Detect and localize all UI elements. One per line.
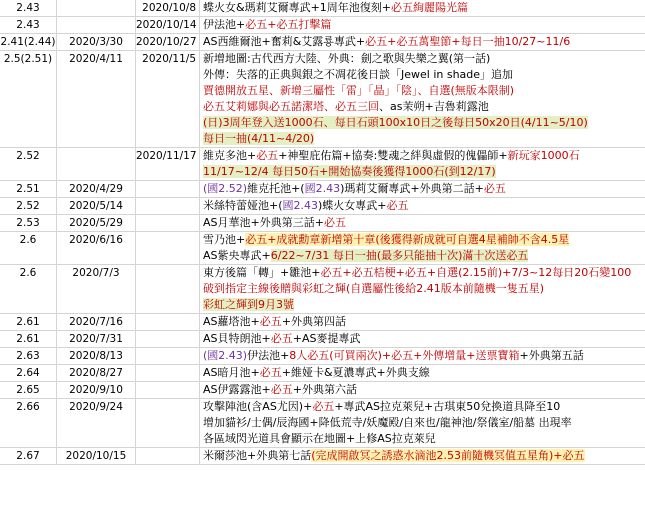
date-jp-cell[interactable] bbox=[57, 17, 136, 33]
content-line bbox=[200, 198, 645, 214]
table-row[interactable] bbox=[0, 314, 645, 331]
content-cell[interactable] bbox=[200, 148, 645, 180]
version-cell-value: 2.66 bbox=[16, 401, 40, 413]
version-cell-value: 2.6 bbox=[19, 234, 37, 246]
content-segment: 8人必五(可買兩次)+必五+外傳增量+送票寶箱 bbox=[289, 349, 520, 362]
content-line bbox=[200, 99, 645, 115]
date-jp-cell[interactable] bbox=[57, 215, 136, 231]
date-jp-cell[interactable] bbox=[57, 314, 136, 330]
content-line bbox=[200, 148, 645, 164]
date-jp-cell[interactable] bbox=[57, 448, 136, 464]
date-jp-cell-value: 2020/4/29 bbox=[69, 183, 123, 195]
table-row[interactable] bbox=[0, 17, 645, 34]
content-segment: 11/17~12/4 每日50石+開始協奏後獲得1000石(到12/17) bbox=[203, 165, 496, 178]
content-segment: 雪乃池+ bbox=[203, 233, 246, 246]
content-segment: (國2.52) bbox=[203, 182, 248, 195]
content-cell[interactable] bbox=[200, 314, 645, 330]
date-jp-cell-value: 2020/3/30 bbox=[69, 36, 123, 48]
version-cell[interactable] bbox=[0, 365, 57, 381]
content-segment: 必五 bbox=[312, 400, 335, 413]
content-line bbox=[200, 181, 645, 197]
content-line bbox=[200, 348, 645, 364]
date-tw-cell[interactable] bbox=[136, 198, 200, 214]
version-cell-value: 2.65 bbox=[16, 384, 40, 396]
content-line bbox=[200, 215, 645, 231]
date-jp-cell-value: 2020/9/24 bbox=[69, 401, 123, 413]
date-tw-cell[interactable] bbox=[136, 34, 200, 50]
table-row[interactable] bbox=[0, 331, 645, 348]
content-cell[interactable] bbox=[200, 0, 645, 16]
content-cell[interactable] bbox=[200, 181, 645, 197]
date-tw-cell-value: 2020/10/27 bbox=[136, 36, 197, 48]
date-jp-cell[interactable] bbox=[57, 399, 136, 447]
table-row[interactable] bbox=[0, 34, 645, 51]
content-segment: +外典第四話 bbox=[281, 315, 346, 328]
content-segment: 東方後篇「轉」+雛池+ bbox=[203, 266, 321, 279]
content-segment: 必五 bbox=[483, 182, 506, 195]
content-line bbox=[200, 281, 645, 297]
date-jp-cell[interactable] bbox=[57, 331, 136, 347]
date-jp-cell[interactable] bbox=[57, 148, 136, 180]
content-segment: +外典第六話 bbox=[292, 383, 357, 396]
version-cell[interactable] bbox=[0, 331, 57, 347]
content-segment: 維克托池+( bbox=[247, 182, 305, 195]
content-segment: 維克多池+ bbox=[203, 149, 257, 162]
content-segment: +專武AS拉克萊兒+古琪東50兌換道具降至10 bbox=[334, 400, 561, 413]
table-row[interactable] bbox=[0, 348, 645, 365]
content-segment: AS蘿塔池+ bbox=[203, 315, 260, 328]
date-jp-cell[interactable] bbox=[57, 198, 136, 214]
content-line bbox=[200, 131, 645, 147]
table-row[interactable] bbox=[0, 448, 645, 465]
version-cell[interactable] bbox=[0, 399, 57, 447]
content-line bbox=[200, 431, 645, 447]
date-tw-cell-value: 2020/10/14 bbox=[136, 19, 197, 31]
date-jp-cell[interactable] bbox=[57, 382, 136, 398]
date-jp-cell-value: 2020/7/16 bbox=[69, 316, 123, 328]
date-tw-cell[interactable] bbox=[136, 265, 200, 313]
table-row[interactable] bbox=[0, 265, 645, 314]
table-row[interactable] bbox=[0, 0, 645, 17]
content-line bbox=[200, 17, 645, 33]
content-segment: 6/22~7/31 每日一抽(最多只能抽十次)滿十次送必五 bbox=[270, 249, 529, 262]
version-cell[interactable] bbox=[0, 0, 57, 16]
date-jp-cell-value: 2020/8/13 bbox=[69, 350, 123, 362]
date-jp-cell-value: 2020/4/11 bbox=[69, 53, 123, 65]
content-segment: 新增地圖:古代西方大陸、外典：劍之歌與失樂之翼(第一話) bbox=[203, 52, 491, 65]
content-cell[interactable] bbox=[200, 265, 645, 313]
content-line bbox=[200, 232, 645, 248]
content-segment: AS西維爾池+奮莉&艾露룡專武+ bbox=[203, 35, 366, 48]
table-row[interactable] bbox=[0, 181, 645, 198]
date-tw-cell[interactable] bbox=[136, 399, 200, 447]
version-cell[interactable] bbox=[0, 382, 57, 398]
content-segment: 必五 bbox=[386, 199, 409, 212]
content-segment: 必五+成就勳章新增第十章(後獲得新成就可自選4星補帥不含4.5星 bbox=[245, 233, 570, 246]
date-jp-cell-value: 2020/6/16 bbox=[69, 234, 123, 246]
date-jp-cell-value: 2020/10/15 bbox=[65, 450, 127, 462]
content-segment: AS紫央專武+ bbox=[203, 249, 271, 262]
version-cell-value: 2.52 bbox=[16, 200, 40, 212]
content-segment: 必五+必五桔梗+必五+自選(2.15前)+7/3~12每日20石變100 bbox=[320, 266, 632, 279]
content-cell[interactable] bbox=[200, 198, 645, 214]
content-segment: 必五 bbox=[323, 216, 346, 229]
version-cell-value: 2.61 bbox=[16, 333, 40, 345]
version-cell-value: 2.63 bbox=[16, 350, 40, 362]
content-segment: AS伊露露池+ bbox=[203, 383, 271, 396]
content-cell[interactable] bbox=[200, 331, 645, 347]
date-jp-cell[interactable] bbox=[57, 0, 136, 16]
content-line bbox=[200, 314, 645, 330]
version-cell-value: 2.51 bbox=[16, 183, 40, 195]
date-jp-cell[interactable] bbox=[57, 34, 136, 50]
content-segment: 新玩家1000石 bbox=[507, 149, 580, 162]
date-tw-cell[interactable] bbox=[136, 448, 200, 464]
content-line bbox=[200, 248, 645, 264]
content-segment: 蝶火女&瑪莉艾爾專武+1周年池復刻+ bbox=[203, 1, 392, 14]
table-row[interactable] bbox=[0, 215, 645, 232]
version-cell[interactable] bbox=[0, 448, 57, 464]
date-tw-cell[interactable] bbox=[136, 314, 200, 330]
content-segment: 增加貓衫/士偶/辰海國+降低荒寺/妖魔殿/自來也/龍神池/祭儀室/船墓 出現率 bbox=[203, 416, 572, 429]
content-line bbox=[200, 365, 645, 381]
content-segment: )瑪莉艾爾專武+外典第二話+ bbox=[340, 182, 484, 195]
table-row[interactable] bbox=[0, 382, 645, 399]
content-segment: 伊法池+ bbox=[247, 349, 290, 362]
version-cell[interactable] bbox=[0, 232, 57, 264]
date-jp-cell[interactable] bbox=[57, 51, 136, 147]
date-tw-cell[interactable] bbox=[136, 17, 200, 33]
content-line bbox=[200, 415, 645, 431]
content-cell[interactable] bbox=[200, 232, 645, 264]
version-cell-value: 2.6 bbox=[19, 267, 37, 279]
content-line bbox=[200, 297, 645, 313]
date-jp-cell-value: 2020/9/10 bbox=[69, 384, 123, 396]
content-segment: 必五 bbox=[256, 149, 279, 162]
table-row[interactable] bbox=[0, 198, 645, 215]
date-tw-cell-value: 2020/10/8 bbox=[142, 2, 196, 14]
content-segment: 每日一抽(4/11~4/20) bbox=[203, 132, 315, 145]
date-jp-cell[interactable] bbox=[57, 365, 136, 381]
date-tw-cell-value: 2020/11/17 bbox=[136, 150, 197, 162]
version-cell[interactable] bbox=[0, 51, 57, 147]
version-cell-value: 2.61 bbox=[16, 316, 40, 328]
content-segment: 伊法池+ bbox=[203, 18, 246, 31]
content-segment: +外典第五話 bbox=[519, 349, 584, 362]
date-tw-cell[interactable] bbox=[136, 51, 200, 147]
date-tw-cell[interactable] bbox=[136, 181, 200, 197]
table-row[interactable] bbox=[0, 148, 645, 181]
content-segment: 必五+必五打擊篇 bbox=[245, 18, 332, 31]
content-line bbox=[200, 0, 645, 16]
date-tw-cell[interactable] bbox=[136, 215, 200, 231]
version-cell[interactable] bbox=[0, 348, 57, 364]
content-cell[interactable] bbox=[200, 365, 645, 381]
content-cell[interactable] bbox=[200, 51, 645, 147]
content-line bbox=[200, 331, 645, 347]
content-segment: (日)3周年登入送1000石、每日石頭100x10日之後每日50x20日(4/11~5/10) bbox=[203, 116, 588, 129]
content-cell[interactable] bbox=[200, 34, 645, 50]
content-segment: 彩虹之輝到9月3號 bbox=[203, 298, 294, 311]
content-segment: 外傳：失落的正典與銀之不凋花後日談「Jewel in shade」追加 bbox=[203, 68, 514, 81]
table-row[interactable] bbox=[0, 399, 645, 448]
date-jp-cell[interactable] bbox=[57, 232, 136, 264]
content-segment: 、as茉朔+吉魯莉露池 bbox=[379, 100, 489, 113]
content-segment: +神聖庇佑篇+協奏:雙魂之絆與虛假的傀儡師+ bbox=[278, 149, 508, 162]
content-segment: 破到指定主線後贈與彩虹之輝(自選屬性後給2.41版本前隨機一隻五星) bbox=[203, 282, 545, 295]
version-cell[interactable] bbox=[0, 314, 57, 330]
date-tw-cell[interactable] bbox=[136, 348, 200, 364]
content-segment: 米爾莎池+外典第七話 bbox=[203, 449, 312, 462]
table-row[interactable] bbox=[0, 365, 645, 382]
version-cell-value: 2.53 bbox=[16, 217, 40, 229]
date-tw-cell-value: 2020/11/5 bbox=[142, 53, 196, 65]
content-segment: 米絲特蕾娅池+( bbox=[203, 199, 283, 212]
version-cell-value: 2.43 bbox=[16, 19, 40, 31]
content-segment: 必五+必五萬聖節+每日一抽10/27~11/6 bbox=[365, 35, 571, 48]
date-tw-cell[interactable] bbox=[136, 232, 200, 264]
version-cell[interactable] bbox=[0, 17, 57, 33]
content-line bbox=[200, 83, 645, 99]
content-segment: )蝶火女專武+ bbox=[318, 199, 387, 212]
content-cell[interactable] bbox=[200, 448, 645, 464]
content-segment: 必五 bbox=[270, 383, 293, 396]
content-line bbox=[200, 67, 645, 83]
date-jp-cell-value: 2020/5/14 bbox=[69, 200, 123, 212]
content-segment: 必五 bbox=[270, 332, 293, 345]
content-segment: AS暗月池+ bbox=[203, 366, 260, 379]
date-jp-cell[interactable] bbox=[57, 348, 136, 364]
content-segment: 國2.43 bbox=[282, 199, 319, 212]
date-jp-cell-value: 2020/8/27 bbox=[69, 367, 123, 379]
content-segment: 必五絢麗陽光篇 bbox=[391, 1, 469, 14]
version-cell[interactable] bbox=[0, 34, 57, 50]
content-line bbox=[200, 164, 645, 180]
date-jp-cell-value: 2020/7/3 bbox=[72, 267, 120, 279]
content-line bbox=[200, 34, 645, 50]
date-jp-cell-value: 2020/5/29 bbox=[69, 217, 123, 229]
version-cell[interactable] bbox=[0, 215, 57, 231]
content-cell[interactable] bbox=[200, 215, 645, 231]
content-segment: 國2.43 bbox=[304, 182, 341, 195]
date-tw-cell[interactable] bbox=[136, 148, 200, 180]
date-jp-cell[interactable] bbox=[57, 265, 136, 313]
content-segment: 必五 bbox=[259, 315, 282, 328]
content-segment: 攻擊陣池(含AS尤因)+ bbox=[203, 400, 313, 413]
date-tw-cell[interactable] bbox=[136, 365, 200, 381]
content-segment: AS貝特朗池+ bbox=[203, 332, 271, 345]
version-cell-value: 2.5(2.51) bbox=[3, 53, 53, 65]
content-cell[interactable] bbox=[200, 382, 645, 398]
content-segment: 必五艾莉娜與必五諾潔塔、必五三回 bbox=[203, 100, 379, 113]
content-segment: AS月華池+外典第三話+ bbox=[203, 216, 324, 229]
content-line bbox=[200, 382, 645, 398]
version-cell-value: 2.64 bbox=[16, 367, 40, 379]
content-segment: 必五 bbox=[259, 366, 282, 379]
version-cell[interactable] bbox=[0, 265, 57, 313]
content-segment: +維娅卡&夏濃專武+外典支線 bbox=[281, 366, 430, 379]
date-tw-cell[interactable] bbox=[136, 382, 200, 398]
version-cell[interactable] bbox=[0, 198, 57, 214]
content-line bbox=[200, 51, 645, 67]
content-cell[interactable] bbox=[200, 348, 645, 364]
content-line bbox=[200, 399, 645, 415]
version-cell-value: 2.43 bbox=[16, 2, 40, 14]
date-jp-cell[interactable] bbox=[57, 181, 136, 197]
content-line bbox=[200, 265, 645, 281]
version-cell-value: 2.52 bbox=[16, 150, 40, 162]
table-row[interactable] bbox=[0, 232, 645, 265]
content-segment: (國2.43) bbox=[203, 349, 248, 362]
version-cell[interactable] bbox=[0, 148, 57, 180]
date-tw-cell[interactable] bbox=[136, 331, 200, 347]
version-cell-value: 2.41(2.44) bbox=[0, 36, 56, 48]
version-cell-value: 2.67 bbox=[16, 450, 40, 462]
date-jp-cell-value: 2020/7/31 bbox=[69, 333, 123, 345]
content-segment: +AS麥提專武 bbox=[292, 332, 361, 345]
date-tw-cell[interactable] bbox=[136, 0, 200, 16]
content-segment: 各區域閃光道具會顯示在地圖+上修AS拉克萊兒 bbox=[203, 432, 436, 445]
content-segment: 賈德開放五星、新增三屬性「雷」「晶」「陰」、自選(無版本限制) bbox=[203, 84, 515, 97]
content-cell[interactable] bbox=[200, 17, 645, 33]
version-cell[interactable] bbox=[0, 181, 57, 197]
content-segment: (完成開啟冥之誘惑水滴池2.53前隨機冥值五星角)+必五 bbox=[311, 449, 585, 462]
content-line bbox=[200, 115, 645, 131]
content-cell[interactable] bbox=[200, 399, 645, 447]
table-row[interactable] bbox=[0, 51, 645, 148]
content-line bbox=[200, 448, 645, 464]
